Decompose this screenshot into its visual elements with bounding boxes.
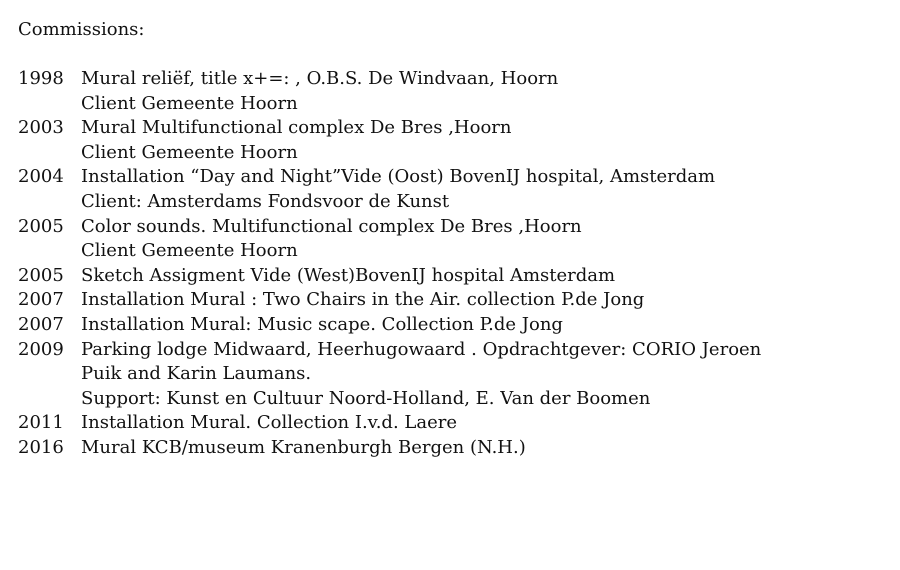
commission-year: 2004 <box>18 166 64 188</box>
commission-description <box>81 288 888 313</box>
commissions-list <box>18 67 888 461</box>
commission-entry <box>18 165 888 214</box>
commission-entry <box>18 338 888 412</box>
commission-entry <box>18 116 888 165</box>
commission-line: Client Gemeente Hoorn <box>81 92 298 114</box>
commission-line: Installation Mural: Music scape. Collection P.de Jong <box>81 313 563 335</box>
commission-line: Client: Amsterdams Fondsvoor de Kunst <box>81 190 450 212</box>
section-heading: Commissions: <box>18 19 145 40</box>
commission-year: 2011 <box>18 412 64 434</box>
commission-line: Installation Mural. Collection I.v.d. Laere <box>81 412 457 434</box>
commission-line: Installation “Day and Night”Vide (Oost) BovenIJ hospital, Amsterdam <box>81 166 716 188</box>
commission-description <box>81 338 888 412</box>
commission-line: Sketch Assigment Vide (West)BovenIJ hospital Amsterdam <box>81 264 616 286</box>
commission-description <box>81 313 888 338</box>
commission-year: 2007 <box>18 289 64 311</box>
commission-entry <box>18 215 888 264</box>
commission-entry <box>18 67 888 116</box>
blank-line <box>18 42 888 67</box>
commission-description <box>81 215 888 264</box>
commission-description <box>81 264 888 289</box>
commission-year: 2016 <box>18 436 64 458</box>
commission-line: Mural Multifunctional complex De Bres ,Hoorn <box>81 117 512 139</box>
commission-year: 2007 <box>18 313 64 335</box>
commission-line: Support: Kunst en Cultuur Noord-Holland, E. Van der Boomen <box>81 387 651 409</box>
commission-line: Mural reliëf, title x+=: , O.B.S. De Windvaan, Hoorn <box>81 68 559 89</box>
commission-description <box>81 67 888 116</box>
commission-line: Parking lodge Midwaard, Heerhugowaard . Opdrachtgever: CORIO Jeroen <box>81 338 762 360</box>
document-page <box>18 18 888 461</box>
commission-line: Client Gemeente Hoorn <box>81 240 298 262</box>
commission-description <box>81 411 888 436</box>
commission-line: Client Gemeente Hoorn <box>81 141 298 163</box>
commission-line: Color sounds. Multifunctional complex De Bres ,Hoorn <box>81 215 582 237</box>
commission-entry <box>18 288 888 313</box>
commission-entry <box>18 436 888 461</box>
commission-entry <box>18 264 888 289</box>
commission-year: 2009 <box>18 338 64 360</box>
commission-entry <box>18 313 888 338</box>
commission-line: Installation Mural : Two Chairs in the Air. collection P.de Jong <box>81 289 645 311</box>
commission-description <box>81 116 888 165</box>
commission-description <box>81 436 888 461</box>
commission-line: Mural KCB/museum Kranenburgh Bergen (N.H.) <box>81 436 526 458</box>
commission-year: 2005 <box>18 264 64 286</box>
commission-entry <box>18 411 888 436</box>
commission-year: 2003 <box>18 117 64 139</box>
commission-year: 1998 <box>18 68 64 89</box>
commission-line: Puik and Karin Laumans. <box>81 363 312 385</box>
commission-year: 2005 <box>18 215 64 237</box>
commission-description <box>81 165 888 214</box>
